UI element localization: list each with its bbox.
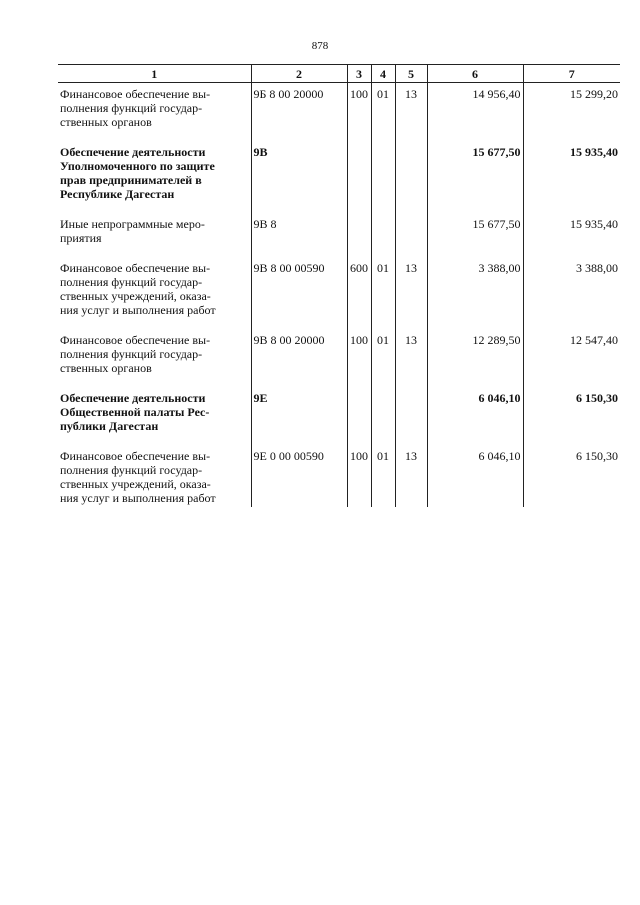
cell-name — [58, 329, 251, 377]
row-spacer — [58, 319, 620, 329]
spacer-cell — [251, 247, 347, 257]
spacer-cell — [347, 203, 371, 213]
spacer-cell — [371, 131, 395, 141]
cell-col4: 01 — [371, 445, 395, 507]
column-header-1: 1 — [58, 65, 251, 83]
cell-name — [58, 257, 251, 319]
spacer-cell — [427, 247, 523, 257]
cell-col5 — [395, 213, 427, 247]
cell-name-line: полнения функций государ- — [60, 101, 203, 115]
row-spacer — [58, 435, 620, 445]
spacer-cell — [371, 247, 395, 257]
cell-code: 9Е 0 00 00590 — [251, 445, 347, 507]
spacer-cell — [251, 377, 347, 387]
table-row — [58, 83, 620, 132]
cell-name — [58, 387, 251, 435]
cell-col4 — [371, 387, 395, 435]
cell-name-line: ственных учреждений, оказа- — [60, 477, 211, 491]
cell-col7: 15 299,20 — [523, 83, 620, 132]
cell-name-line: прав предпринимателей в — [60, 173, 202, 187]
spacer-cell — [395, 247, 427, 257]
spacer-cell — [395, 435, 427, 445]
cell-name — [58, 213, 251, 247]
spacer-cell — [58, 247, 251, 257]
spacer-cell — [395, 319, 427, 329]
cell-code: 9Б 8 00 20000 — [251, 83, 347, 132]
table-section-row — [58, 141, 620, 203]
cell-name-line: ственных учреждений, оказа- — [60, 289, 211, 303]
cell-col6: 14 956,40 — [427, 83, 523, 132]
cell-name-line: Финансовое обеспечение вы- — [60, 333, 211, 347]
column-header-4: 4 — [371, 65, 395, 83]
spacer-cell — [58, 203, 251, 213]
cell-name — [58, 83, 251, 132]
cell-name-line: ния услуг и выполнения работ — [60, 491, 216, 505]
row-spacer — [58, 247, 620, 257]
table-row — [58, 445, 620, 507]
cell-col4: 01 — [371, 329, 395, 377]
cell-col3 — [347, 141, 371, 203]
cell-name-line: полнения функций государ- — [60, 347, 203, 361]
cell-name-line: Обеспечение деятельности — [60, 145, 206, 159]
cell-name-line: ственных органов — [60, 115, 152, 129]
cell-col5: 13 — [395, 329, 427, 377]
spacer-cell — [523, 435, 620, 445]
spacer-cell — [427, 435, 523, 445]
column-header-7: 7 — [523, 65, 620, 83]
cell-col6: 15 677,50 — [427, 213, 523, 247]
table-section-row — [58, 387, 620, 435]
cell-col7: 15 935,40 — [523, 141, 620, 203]
spacer-cell — [58, 319, 251, 329]
spacer-cell — [347, 247, 371, 257]
cell-col3: 100 — [347, 329, 371, 377]
column-header-5: 5 — [395, 65, 427, 83]
cell-col7: 12 547,40 — [523, 329, 620, 377]
cell-col6: 3 388,00 — [427, 257, 523, 319]
cell-col5: 13 — [395, 445, 427, 507]
cell-name-line: Иные непрограммные меро- — [60, 217, 205, 231]
cell-name-line: Общественной палаты Рес- — [60, 405, 210, 419]
cell-code: 9В 8 00 00590 — [251, 257, 347, 319]
cell-name — [58, 141, 251, 203]
cell-col7: 6 150,30 — [523, 387, 620, 435]
cell-col3: 600 — [347, 257, 371, 319]
spacer-cell — [523, 203, 620, 213]
spacer-cell — [251, 435, 347, 445]
cell-col4: 01 — [371, 257, 395, 319]
cell-code: 9В — [251, 141, 347, 203]
spacer-cell — [371, 203, 395, 213]
cell-col5 — [395, 387, 427, 435]
cell-name-line: публики Дагестан — [60, 419, 159, 433]
spacer-cell — [371, 435, 395, 445]
cell-code: 9Е — [251, 387, 347, 435]
cell-name-line: Обеспечение деятельности — [60, 391, 206, 405]
cell-col4 — [371, 213, 395, 247]
cell-col4: 01 — [371, 83, 395, 132]
spacer-cell — [347, 377, 371, 387]
page-number: 878 — [311, 40, 329, 52]
spacer-cell — [427, 131, 523, 141]
cell-name — [58, 445, 251, 507]
cell-col3: 100 — [347, 445, 371, 507]
spacer-cell — [371, 377, 395, 387]
cell-name-line: приятия — [60, 231, 102, 245]
cell-col7: 3 388,00 — [523, 257, 620, 319]
cell-col6: 6 046,10 — [427, 387, 523, 435]
spacer-cell — [347, 319, 371, 329]
spacer-cell — [347, 131, 371, 141]
spacer-cell — [523, 377, 620, 387]
cell-col5: 13 — [395, 257, 427, 319]
spacer-cell — [427, 377, 523, 387]
cell-name-line: Финансовое обеспечение вы- — [60, 449, 211, 463]
cell-col7: 15 935,40 — [523, 213, 620, 247]
cell-col5: 13 — [395, 83, 427, 132]
column-header-6: 6 — [427, 65, 523, 83]
spacer-cell — [395, 131, 427, 141]
spacer-cell — [347, 435, 371, 445]
spacer-cell — [395, 203, 427, 213]
spacer-cell — [371, 319, 395, 329]
spacer-cell — [427, 203, 523, 213]
row-spacer — [58, 377, 620, 387]
table-row — [58, 213, 620, 247]
table-header-row — [58, 65, 620, 83]
cell-col6: 6 046,10 — [427, 445, 523, 507]
spacer-cell — [427, 319, 523, 329]
cell-col6: 15 677,50 — [427, 141, 523, 203]
spacer-cell — [251, 203, 347, 213]
spacer-cell — [523, 247, 620, 257]
table-row — [58, 329, 620, 377]
cell-name-line: Уполномоченного по защите — [60, 159, 215, 173]
cell-name-line: Финансовое обеспечение вы- — [60, 261, 211, 275]
cell-name-line: ственных органов — [60, 361, 152, 375]
row-spacer — [58, 131, 620, 141]
cell-name-line: Республике Дагестан — [60, 187, 175, 201]
cell-name-line: полнения функций государ- — [60, 275, 203, 289]
cell-col3: 100 — [347, 83, 371, 132]
cell-col3 — [347, 387, 371, 435]
row-spacer — [58, 203, 620, 213]
column-header-3: 3 — [347, 65, 371, 83]
cell-code: 9В 8 — [251, 213, 347, 247]
spacer-cell — [58, 131, 251, 141]
cell-col6: 12 289,50 — [427, 329, 523, 377]
cell-col5 — [395, 141, 427, 203]
cell-col7: 6 150,30 — [523, 445, 620, 507]
cell-name-line: Финансовое обеспечение вы- — [60, 87, 211, 101]
spacer-cell — [523, 319, 620, 329]
spacer-cell — [58, 377, 251, 387]
spacer-cell — [395, 377, 427, 387]
table-row — [58, 257, 620, 319]
spacer-cell — [58, 435, 251, 445]
table-body — [58, 83, 620, 508]
cell-col4 — [371, 141, 395, 203]
cell-col3 — [347, 213, 371, 247]
cell-name-line: полнения функций государ- — [60, 463, 203, 477]
spacer-cell — [523, 131, 620, 141]
column-header-2: 2 — [251, 65, 347, 83]
cell-name-line: ния услуг и выполнения работ — [60, 303, 216, 317]
cell-code: 9В 8 00 20000 — [251, 329, 347, 377]
spacer-cell — [251, 319, 347, 329]
budget-table — [58, 64, 620, 507]
spacer-cell — [251, 131, 347, 141]
